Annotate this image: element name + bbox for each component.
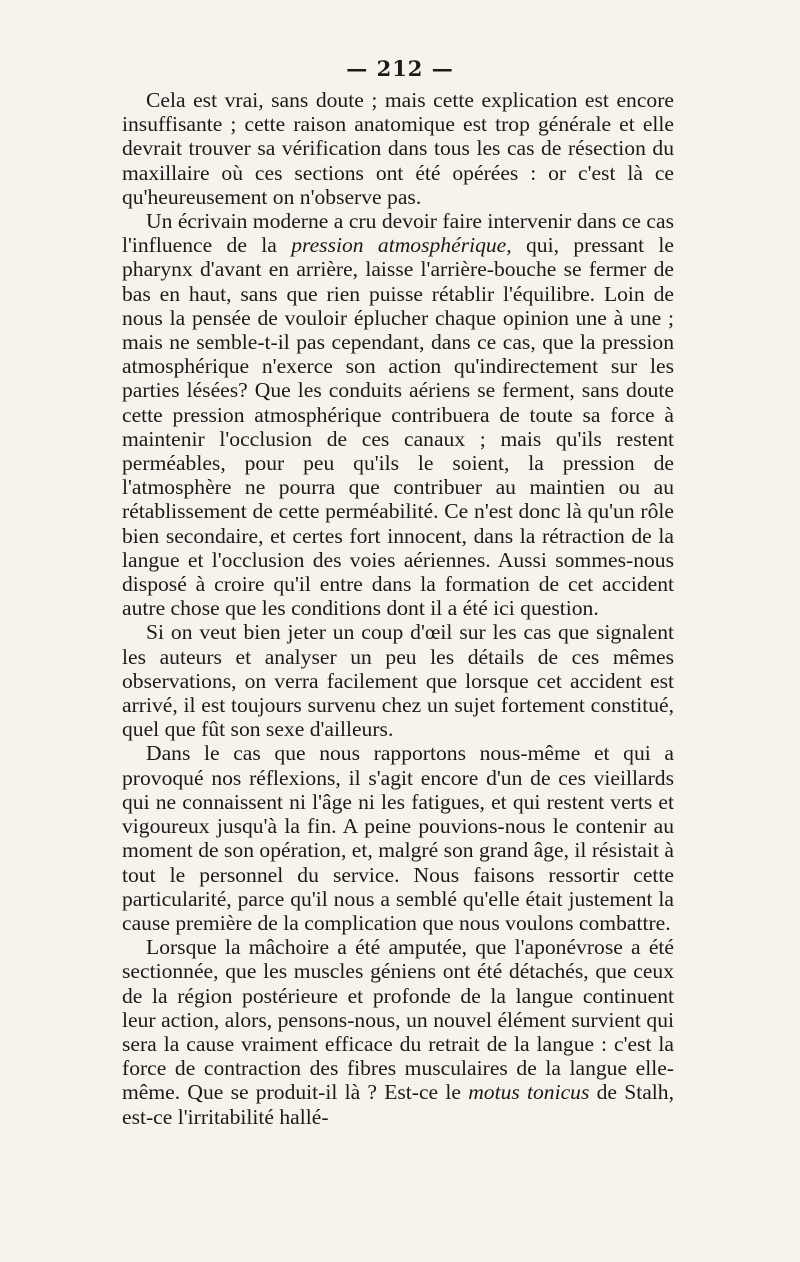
paragraph-text: Cela est vrai, sans doute ; mais cette explication est encore insuffisante ; cette raison anatomique est trop générale et elle devrait trouver sa vérification dans tous les cas de résection du maxillaire où ces sections ont été opérées : or c'est là ce qu'heureusement on n'observe pas. [122, 88, 674, 209]
paragraph-text: Dans le cas que nous rapportons nous-même et qui a provoqué nos réflexions, il s'agit encore d'un de ces vieillards qui ne connaissent ni l'âge ni les fatigues, et qui restent verts et vigoureux jusqu'à la fin. A peine pouvions-nous le contenir au moment de son opération, et, malgré son grand âge, il résistait à tout le personnel du service. Nous faisons ressortir cette particularité, parce qu'il nous a semblé qu'elle était justement la cause première de la complication que nous voulons combattre. [122, 741, 674, 935]
paragraph-text: qui, pressant le pharynx d'avant en arrière, laisse l'arrière-bouche se fermer de bas en haut, sans que rien puisse rétablir l'équilibre. Loin de nous la pensée de vouloir éplucher chaque opinion une à une ; mais ne semble-t-il pas cependant, dans ce cas, que la pression atmosphérique n'exerce son action qu'indirectement sur les parties lésées? Que les conduits aériens se ferment, sans doute cette pression atmosphérique contribuera de toute sa force à maintenir l'occlusion de ces canaux ; mais qu'ils restent perméables, pour peu qu'ils le soient, la pression de l'atmosphère ne pourra que contribuer au maintien ou au rétablissement de cette perméabilité. Ce n'est donc là qu'un rôle bien secondaire, et certes fort innocent, dans la rétraction de la langue et l'occlusion des voies aériennes. Aussi sommes-nous disposé à croire qu'il entre dans la formation de cet accident autre chose que les conditions dont il a été ici question. [122, 233, 675, 621]
paragraph-text: de Stalh, est-ce l'irritabilité hallé- [122, 1080, 675, 1129]
italic-phrase: motus tonicus [468, 1080, 590, 1105]
paragraph-text: Lorsque la mâchoire a été amputée, que l'aponévrose a été sectionnée, que les muscles géniens ont été détachés, que ceux de la région postérieure et profonde de la langue continuent leur action, alors, pensons-nous, un nouvel élément survient qui sera la cause vraiment efficace du retrait de la langue : c'est la force de contraction des fibres musculaires de la langue elle-même. Que se produit-il là ? Est-ce le [122, 935, 674, 1105]
body-text [122, 88, 674, 1129]
paragraph-3 [122, 620, 674, 741]
paragraph-5 [122, 935, 674, 1129]
paragraph-4 [122, 741, 674, 935]
paragraph-1 [122, 88, 674, 209]
paragraph-text: Si on veut bien jeter un coup d'œil sur les cas que signalent les auteurs et analyser un peu les détails de ces mêmes observations, on verra facilement que lorsque cet accident est arrivé, il est toujours survenu chez un sujet fortement constitué, quel que fût son sexe d'ailleurs. [122, 620, 674, 742]
paragraph-text: Un écrivain moderne a cru devoir faire intervenir dans ce cas l'influence de la [122, 209, 674, 258]
paragraph-2 [122, 209, 674, 620]
page-number: — 212 — [346, 56, 454, 81]
italic-phrase: pression atmosphérique, [291, 233, 512, 258]
